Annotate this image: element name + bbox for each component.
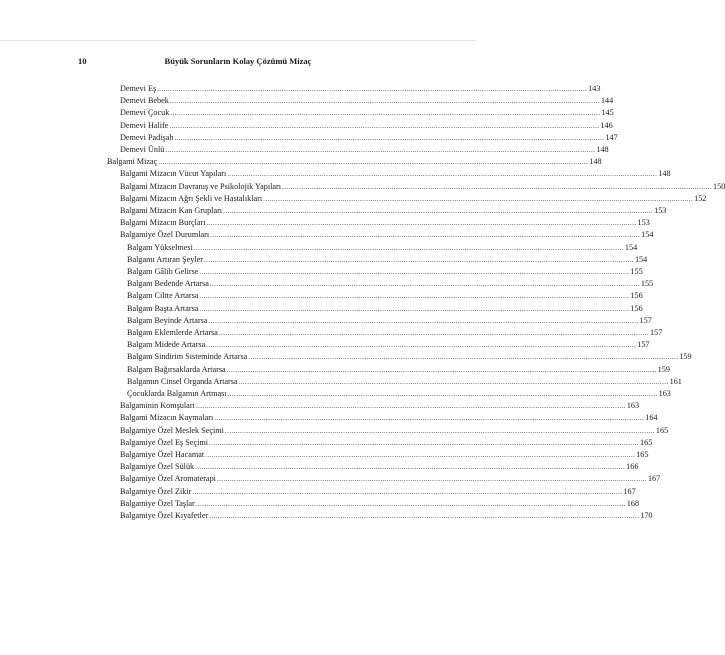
- toc-entry-title: Balgamiye Özel Zikir: [120, 486, 192, 496]
- toc-entry-page: 143: [588, 84, 601, 93]
- dot-leader: ........................................................................................................................................................................................................: [218, 329, 649, 337]
- toc-entry-title: Balgam Midede Artarsa: [127, 340, 206, 350]
- toc-entry-title: Balgam Beyinde Artarsa: [127, 315, 208, 325]
- toc-entry-page: 148: [589, 157, 602, 167]
- dot-leader: ........................................................................................................................................................................................................: [195, 499, 626, 508]
- toc-entry-title: Balgami Mizacın Kaymaları: [120, 413, 214, 423]
- toc-entry-page: 164: [645, 413, 658, 423]
- dot-leader: ........................................................................................................................................................................................................: [170, 109, 601, 118]
- toc-entry-page: 157: [649, 328, 663, 337]
- toc-entry-page: 154: [634, 254, 648, 264]
- toc-entry-title: Balgamiye Özel Aromaterapi: [120, 474, 216, 484]
- toc-entry-page: 168: [626, 498, 640, 508]
- toc-entry-title: Balgamiye Özel Hacamat: [120, 450, 205, 459]
- toc-entry-title: Balgami Mizaç: [107, 157, 158, 167]
- toc-entry-title: Balgaminin Komşuları: [120, 401, 195, 411]
- dot-leader: ........................................................................................................................................................................................................: [282, 182, 712, 191]
- toc-entry-page: 170: [640, 511, 653, 520]
- dot-leader: ........................................................................................................................................................................................................: [192, 487, 623, 496]
- dot-leader: ........................................................................................................................................................................................................: [238, 377, 669, 386]
- toc-entry-page: 154: [641, 230, 654, 240]
- toc-entry-title: Balgamiye Özel Kıyafetler: [120, 511, 209, 520]
- toc-entry-page: 148: [596, 145, 609, 154]
- toc-entry-title: Balgam Bağırsaklarda Artarsa: [127, 364, 226, 374]
- toc-entry-title: Balgami Mizacın Kan Grupları: [120, 206, 223, 215]
- viewer-top-band: [0, 0, 476, 41]
- dot-leader: ........................................................................................................................................................................................................: [223, 207, 654, 215]
- toc-entry-title: Demevi Bebek: [120, 96, 169, 106]
- dot-leader: ........................................................................................................................................................................................................: [209, 438, 639, 447]
- toc-entry-title: Balgam Bedende Artarsa: [127, 279, 209, 289]
- dot-leader: ........................................................................................................................................................................................................: [209, 280, 640, 289]
- dot-leader: ........................................................................................................................................................................................................: [203, 255, 634, 264]
- toc-entry-title: Balgami Mizacın Ağrı Şekli ve Hastalıkları: [120, 193, 263, 203]
- toc-entry-page: 165: [640, 437, 653, 447]
- dot-leader: ........................................................................................................................................................................................................: [157, 85, 588, 93]
- toc-entry-title: Balgamiye Özel Sülük: [120, 462, 195, 472]
- toc-entry-page: 144: [600, 96, 614, 106]
- dot-leader: ........................................................................................................................................................................................................: [205, 451, 636, 459]
- toc-entry-title: Çocuklarda Balgamın Artması: [127, 389, 227, 398]
- dot-leader: ........................................................................................................................................................................................................: [174, 133, 605, 142]
- toc-entry-title: Balgam Başta Artarsa: [127, 303, 199, 313]
- dot-leader: ........................................................................................................................................................................................................: [165, 146, 596, 154]
- dot-leader: ........................................................................................................................................................................................................: [199, 292, 630, 301]
- page-header: [0, 56, 476, 70]
- toc-entry-title: Balgami Mizacın Burçları: [120, 218, 206, 228]
- toc-entry-page: 165: [636, 450, 649, 459]
- dot-leader: ........................................................................................................................................................................................................: [263, 194, 694, 203]
- toc-entry-page: 156: [630, 303, 643, 313]
- dot-leader: ........................................................................................................................................................................................................: [195, 463, 626, 472]
- toc-entry: [120, 509, 653, 523]
- toc-entry-title: Balgam Yükselmesi: [127, 242, 193, 252]
- dot-leader: ........................................................................................................................................................................................................: [193, 243, 624, 252]
- dot-leader: ........................................................................................................................................................................................................: [158, 158, 589, 167]
- dot-leader: ........................................................................................................................................................................................................: [226, 365, 657, 374]
- toc-entry-title: Balgamın Cinsel Organda Artarsa: [127, 376, 238, 386]
- toc-entry-title: Balgamiye Özel Taşlar: [120, 498, 195, 508]
- toc-entry-page: 148: [658, 169, 671, 179]
- toc-entry-page: 159: [679, 352, 692, 362]
- toc-entry-page: 165: [655, 425, 669, 435]
- dot-leader: ........................................................................................................................................................................................................: [206, 341, 637, 350]
- dot-leader: ........................................................................................................................................................................................................: [227, 390, 658, 398]
- toc-entry-title: Demevi Padişah: [120, 132, 174, 142]
- dot-leader: ........................................................................................................................................................................................................: [210, 231, 641, 240]
- toc-entry-title: Balgamiye Özel Meslek Seçimi: [120, 425, 224, 435]
- dot-leader: ........................................................................................................................................................................................................: [209, 512, 640, 520]
- toc-entry-page: 161: [669, 376, 682, 386]
- toc-entry-title: Demevi Halife: [120, 120, 169, 130]
- toc-entry-page: 153: [654, 206, 667, 215]
- toc-entry-page: 147: [605, 132, 618, 142]
- toc-entry-title: Demevi Çocuk: [120, 108, 170, 118]
- dot-leader: ........................................................................................................................................................................................................: [248, 353, 679, 362]
- toc-entry-title: Balgamı Artıran Şeyler: [127, 254, 203, 264]
- dot-leader: ........................................................................................................................................................................................................: [169, 121, 600, 130]
- toc-entry-page: 163: [626, 401, 640, 411]
- dot-leader: ........................................................................................................................................................................................................: [169, 97, 600, 106]
- toc-entry-title: Demevi Eş: [120, 84, 157, 93]
- dot-leader: ........................................................................................................................................................................................................: [199, 304, 630, 313]
- dot-leader: ........................................................................................................................................................................................................: [199, 268, 630, 276]
- dot-leader: ........................................................................................................................................................................................................: [214, 414, 645, 423]
- toc-entry-title: Balgam Sindirim Sisteminde Artarsa: [127, 352, 248, 362]
- toc-entry-page: 157: [637, 340, 650, 350]
- toc-entry-title: Balgam Ciltte Artarsa: [127, 291, 199, 301]
- dot-leader: ........................................................................................................................................................................................................: [224, 426, 655, 435]
- toc-entry-page: 153: [637, 218, 650, 228]
- toc-entry-page: 167: [623, 486, 636, 496]
- dot-leader: ........................................................................................................................................................................................................: [195, 402, 626, 411]
- toc-entry-page: 150: [713, 181, 725, 191]
- toc-entry-title: Demevi Ünlü: [120, 145, 165, 154]
- toc-entry-title: Balgamiye Özel Eş Seçimi: [120, 437, 208, 447]
- toc-entry-page: 157: [639, 315, 652, 325]
- toc-entry-page: 155: [640, 279, 654, 289]
- dot-leader: ........................................................................................................................................................................................................: [208, 316, 639, 325]
- dot-leader: ........................................................................................................................................................................................................: [216, 475, 647, 484]
- toc-entry-page: 146: [600, 120, 613, 130]
- toc-entry-title: Balgami Mizacın Davranış ve Psikolojik Yapıları: [120, 181, 281, 191]
- toc-entry-page: 163: [658, 389, 671, 398]
- toc-entry-page: 156: [630, 291, 643, 301]
- toc-entry-page: 166: [626, 462, 639, 472]
- toc-entry-title: Balgami Mizacın Vücut Yapıları: [120, 169, 227, 179]
- toc-entry-page: 152: [694, 193, 707, 203]
- toc-entry-page: 155: [630, 267, 643, 276]
- toc-entry-title: Balgam Gâlib Gelirse: [127, 267, 199, 276]
- book-title: Büyük Sorunların Kolay Çözümü Mizaç: [164, 56, 312, 66]
- toc-entry-page: 145: [601, 108, 614, 118]
- toc-entry-page: 167: [647, 474, 661, 484]
- page-number: 10: [78, 56, 87, 66]
- toc-entry-page: 154: [624, 242, 638, 252]
- toc-entry-page: 159: [657, 364, 670, 374]
- toc-entry-title: Balgam Eklemlerde Artarsa: [127, 328, 218, 337]
- toc-entry-title: Balgamiye Özel Durumları: [120, 230, 210, 240]
- dot-leader: ........................................................................................................................................................................................................: [206, 219, 637, 228]
- dot-leader: ........................................................................................................................................................................................................: [227, 170, 658, 179]
